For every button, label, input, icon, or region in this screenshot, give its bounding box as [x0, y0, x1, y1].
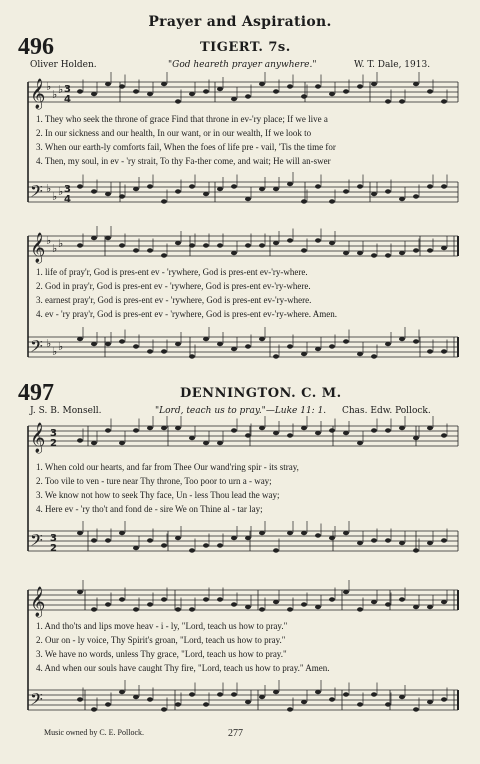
note-head [385, 253, 391, 257]
note-head [161, 707, 167, 711]
note-head [175, 241, 181, 245]
note-head [357, 352, 363, 356]
note-head [301, 199, 307, 203]
note-head [371, 692, 377, 696]
note-head [133, 607, 139, 611]
note-head [427, 349, 433, 353]
note-head [441, 99, 447, 103]
svg-text:𝄢: 𝄢 [30, 181, 43, 205]
tune-name: TIGERT. 7s. [200, 40, 291, 55]
note-head [343, 431, 349, 435]
note-head [161, 597, 167, 601]
note-head [259, 426, 265, 430]
footer-note: Music owned by C. E. Pollock. [44, 728, 144, 737]
note-head [147, 92, 153, 96]
note-head [385, 342, 391, 346]
svg-text:♭: ♭ [46, 182, 52, 195]
note-head [189, 92, 195, 96]
svg-text:2: 2 [50, 438, 57, 449]
section-header: Prayer and Aspiration. [148, 14, 332, 30]
note-head [231, 692, 237, 696]
note-head [371, 192, 377, 196]
note-head [147, 184, 153, 188]
note-head [301, 531, 307, 535]
svg-text:3: 3 [50, 428, 57, 439]
note-head [385, 99, 391, 103]
note-head [231, 602, 237, 606]
verse-line: 4. And when our souls have caught Thy fire, "Lord, teach us how to pray." Amen. [36, 663, 330, 673]
note-head [343, 590, 349, 594]
note-head [189, 692, 195, 696]
note-head [399, 251, 405, 255]
note-head [399, 99, 405, 103]
svg-text:♭: ♭ [52, 190, 58, 203]
note-head [259, 337, 265, 341]
note-head [371, 253, 377, 257]
note-head [217, 342, 223, 346]
note-head [287, 531, 293, 535]
svg-text:♭: ♭ [46, 337, 52, 350]
note-head [175, 99, 181, 103]
note-head [287, 84, 293, 88]
note-head [273, 690, 279, 694]
note-head [273, 89, 279, 93]
note-head [329, 697, 335, 701]
note-head [245, 243, 251, 247]
note-head [315, 84, 321, 88]
note-head [119, 597, 125, 601]
note-head [427, 89, 433, 93]
note-head [399, 541, 405, 545]
note-head [175, 607, 181, 611]
note-head [77, 697, 83, 701]
svg-text:♭: ♭ [58, 340, 64, 353]
verse-line: 2. Too vile to ven - ture near Thy throne, Too poor to urn a - way; [36, 476, 272, 486]
note-head [301, 700, 307, 704]
note-head [357, 541, 363, 545]
note-head [427, 426, 433, 430]
note-head [413, 436, 419, 440]
note-head [245, 344, 251, 348]
note-head [413, 605, 419, 609]
note-head [273, 241, 279, 245]
note-head [287, 238, 293, 242]
svg-text:♭: ♭ [58, 185, 64, 198]
note-head [77, 531, 83, 535]
note-head [105, 602, 111, 606]
note-head [91, 707, 97, 711]
note-head [175, 189, 181, 193]
note-head [147, 602, 153, 606]
note-head [217, 441, 223, 445]
tune-name: DENNINGTON. C. M. [180, 386, 342, 401]
note-head [133, 428, 139, 432]
svg-text:3: 3 [64, 84, 71, 95]
note-head [161, 82, 167, 86]
author: W. T. Dale, 1913. [354, 60, 431, 70]
verse-line: 1. And tho'ts and lips move heav - i - ly, "Lord, teach us how to pray." [36, 621, 288, 631]
note-head [133, 187, 139, 191]
note-head [441, 184, 447, 188]
svg-text:♭: ♭ [58, 83, 64, 96]
verse-line: 1. They who seek the throne of grace Find that throne in ev-'ry place; If we live a [36, 114, 328, 124]
note-head [189, 548, 195, 552]
note-head [91, 342, 97, 346]
note-head [441, 349, 447, 353]
note-head [273, 548, 279, 552]
note-head [357, 607, 363, 611]
epigraph: "Lord, teach us to pray."—Luke 11: 1. [155, 406, 327, 416]
note-head [175, 702, 181, 706]
note-head [287, 707, 293, 711]
note-head [175, 426, 181, 430]
note-head [133, 89, 139, 93]
note-head [357, 441, 363, 445]
note-head [343, 89, 349, 93]
verse-line: 3. earnest pray'r, God is pres-ent ev - 'rywhere, God is pres-ent ev-'ry-where. [36, 295, 312, 305]
note-head [91, 441, 97, 445]
svg-text:♭: ♭ [52, 242, 58, 255]
note-head [287, 433, 293, 437]
note-head [105, 428, 111, 432]
note-head [329, 92, 335, 96]
note-head [385, 189, 391, 193]
note-head [371, 600, 377, 604]
note-head [343, 339, 349, 343]
note-head [105, 82, 111, 86]
note-head [91, 236, 97, 240]
author: Chas. Edw. Pollock. [342, 406, 431, 416]
note-head [245, 700, 251, 704]
epigraph: "God heareth prayer anywhere." [168, 60, 317, 70]
note-head [203, 337, 209, 341]
note-head [203, 702, 209, 706]
note-head [399, 426, 405, 430]
note-head [119, 441, 125, 445]
note-head [217, 187, 223, 191]
note-head [245, 197, 251, 201]
note-head [427, 700, 433, 704]
note-head [217, 692, 223, 696]
note-head [259, 187, 265, 191]
note-head [301, 602, 307, 606]
note-head [413, 707, 419, 711]
note-head [259, 607, 265, 611]
note-head [105, 342, 111, 346]
note-head [105, 192, 111, 196]
note-head [161, 426, 167, 430]
note-head [357, 702, 363, 706]
note-head [231, 184, 237, 188]
note-head [385, 702, 391, 706]
note-head [343, 189, 349, 193]
note-head [315, 690, 321, 694]
note-head [399, 197, 405, 201]
note-head [161, 349, 167, 353]
verse-line: 2. In our sickness and our health, In our want, or in our wealth, If we look to [36, 128, 312, 138]
note-head [203, 597, 209, 601]
note-head [231, 251, 237, 255]
note-head [315, 533, 321, 537]
note-head [217, 543, 223, 547]
note-head [245, 605, 251, 609]
note-head [343, 531, 349, 535]
note-head [357, 251, 363, 255]
note-head [119, 690, 125, 694]
note-head [203, 243, 209, 247]
note-head [119, 339, 125, 343]
note-head [427, 248, 433, 252]
note-head [105, 702, 111, 706]
hymn-number: 496 [18, 34, 54, 60]
note-head [329, 199, 335, 203]
note-head [77, 590, 83, 594]
note-head [301, 426, 307, 430]
verse-line: 4. ev - 'ry pray'r, God is pres-ent ev - 'rywhere, God is pres-ent ev-'ry-where. Amen. [36, 309, 338, 319]
note-head [203, 89, 209, 93]
verse-line: 4. Then, my soul, in ev - 'ry strait, To thy Fa-ther come, and wait; He will an-swer [36, 156, 331, 166]
note-head [231, 97, 237, 101]
svg-text:♭: ♭ [58, 237, 64, 250]
hymn-number: 497 [18, 380, 54, 406]
note-head [161, 199, 167, 203]
note-head [301, 352, 307, 356]
page-number: 277 [228, 728, 243, 739]
verse-line: 3. We know not how to seek Thy face, Un - less Thou lead the way; [36, 490, 280, 500]
svg-text:♭: ♭ [52, 345, 58, 358]
note-head [441, 538, 447, 542]
note-head [91, 538, 97, 542]
note-head [273, 354, 279, 358]
note-head [175, 536, 181, 540]
note-head [147, 349, 153, 353]
note-head [329, 536, 335, 540]
note-head [371, 538, 377, 542]
note-head [441, 600, 447, 604]
note-head [371, 428, 377, 432]
note-head [385, 602, 391, 606]
note-head [315, 431, 321, 435]
note-head [217, 87, 223, 91]
note-head [287, 607, 293, 611]
note-head [273, 187, 279, 191]
svg-text:𝄞: 𝄞 [30, 79, 46, 109]
note-head [119, 531, 125, 535]
note-head [147, 248, 153, 252]
note-head [273, 600, 279, 604]
note-head [231, 428, 237, 432]
note-head [413, 339, 419, 343]
svg-text:♭: ♭ [46, 80, 52, 93]
note-head [343, 692, 349, 696]
note-head [91, 189, 97, 193]
note-head [105, 236, 111, 240]
note-head [203, 192, 209, 196]
note-head [77, 243, 83, 247]
note-head [189, 436, 195, 440]
note-head [287, 182, 293, 186]
note-head [119, 194, 125, 198]
note-head [441, 433, 447, 437]
note-head [189, 607, 195, 611]
note-head [329, 597, 335, 601]
note-head [189, 184, 195, 188]
note-head [287, 344, 293, 348]
note-head [441, 246, 447, 250]
note-head [329, 428, 335, 432]
svg-text:3: 3 [64, 184, 71, 195]
svg-text:3: 3 [50, 533, 57, 544]
composer: J. S. B. Monsell. [30, 406, 102, 416]
note-head [273, 431, 279, 435]
verse-line: 1. When cold our hearts, and far from Thee Our wand'ring spir - its stray, [36, 462, 299, 472]
note-head [217, 243, 223, 247]
note-head [343, 251, 349, 255]
note-head [357, 84, 363, 88]
note-head [357, 184, 363, 188]
note-head [441, 697, 447, 701]
svg-text:𝄢: 𝄢 [30, 336, 43, 360]
note-head [133, 546, 139, 550]
note-head [259, 531, 265, 535]
note-head [427, 184, 433, 188]
note-head [147, 538, 153, 542]
note-head [147, 426, 153, 430]
note-head [105, 538, 111, 542]
note-head [245, 536, 251, 540]
note-head [399, 695, 405, 699]
note-head [385, 538, 391, 542]
note-head [77, 337, 83, 341]
note-head [133, 248, 139, 252]
composer: Oliver Holden. [30, 60, 97, 70]
note-head [315, 184, 321, 188]
note-head [119, 243, 125, 247]
svg-text:𝄢: 𝄢 [30, 530, 43, 554]
note-head [413, 548, 419, 552]
note-head [399, 597, 405, 601]
svg-text:𝄞: 𝄞 [30, 587, 46, 617]
note-head [189, 243, 195, 247]
verse-line: 4. Here ev - 'ry tho't and fond de - sire We on Thine al - tar lay; [36, 504, 263, 514]
note-head [133, 695, 139, 699]
note-head [189, 354, 195, 358]
note-head [175, 342, 181, 346]
note-head [315, 238, 321, 242]
svg-text:♭: ♭ [46, 234, 52, 247]
svg-text:𝄞: 𝄞 [30, 233, 46, 263]
note-head [147, 697, 153, 701]
note-head [371, 82, 377, 86]
note-head [259, 243, 265, 247]
note-head [217, 597, 223, 601]
note-head [329, 241, 335, 245]
verse-line: 3. When our earth-ly comforts fail, When the foes of life pre - vail, 'Tis the time for [36, 142, 336, 152]
note-head [329, 344, 335, 348]
note-head [91, 607, 97, 611]
note-head [231, 347, 237, 351]
note-head [413, 194, 419, 198]
verse-line: 1. life of pray'r, God is pres-ent ev - 'rywhere, God is pres-ent ev-'ry-where. [36, 267, 308, 277]
note-head [413, 248, 419, 252]
note-head [161, 253, 167, 257]
note-head [119, 84, 125, 88]
note-head [161, 543, 167, 547]
note-head [259, 695, 265, 699]
note-head [133, 344, 139, 348]
svg-text:𝄢: 𝄢 [30, 689, 43, 713]
note-head [203, 543, 209, 547]
note-head [427, 605, 433, 609]
note-head [399, 337, 405, 341]
note-head [77, 184, 83, 188]
note-head [259, 82, 265, 86]
verse-line: 2. Our on - ly voice, Thy Spirit's groan, "Lord, teach us how to pray." [36, 635, 286, 645]
note-head [203, 441, 209, 445]
note-head [315, 605, 321, 609]
verse-line: 3. We have no words, unless Thy grace, "Lord, teach us how to pray." [36, 649, 287, 659]
svg-text:𝄞: 𝄞 [30, 423, 46, 453]
svg-text:4: 4 [64, 194, 71, 205]
note-head [231, 536, 237, 540]
note-head [77, 438, 83, 442]
note-head [245, 94, 251, 98]
verse-line: 2. God in pray'r, God is pres-ent ev - 'rywhere, God is pres-ent ev-'ry-where. [36, 281, 311, 291]
note-head [301, 94, 307, 98]
svg-text:4: 4 [64, 94, 71, 105]
note-head [91, 92, 97, 96]
note-head [301, 248, 307, 252]
note-head [385, 428, 391, 432]
note-head [371, 354, 377, 358]
note-head [77, 89, 83, 93]
svg-text:2: 2 [50, 543, 57, 554]
note-head [413, 82, 419, 86]
svg-text:♭: ♭ [52, 88, 58, 101]
note-head [245, 433, 251, 437]
note-head [427, 541, 433, 545]
note-head [315, 347, 321, 351]
